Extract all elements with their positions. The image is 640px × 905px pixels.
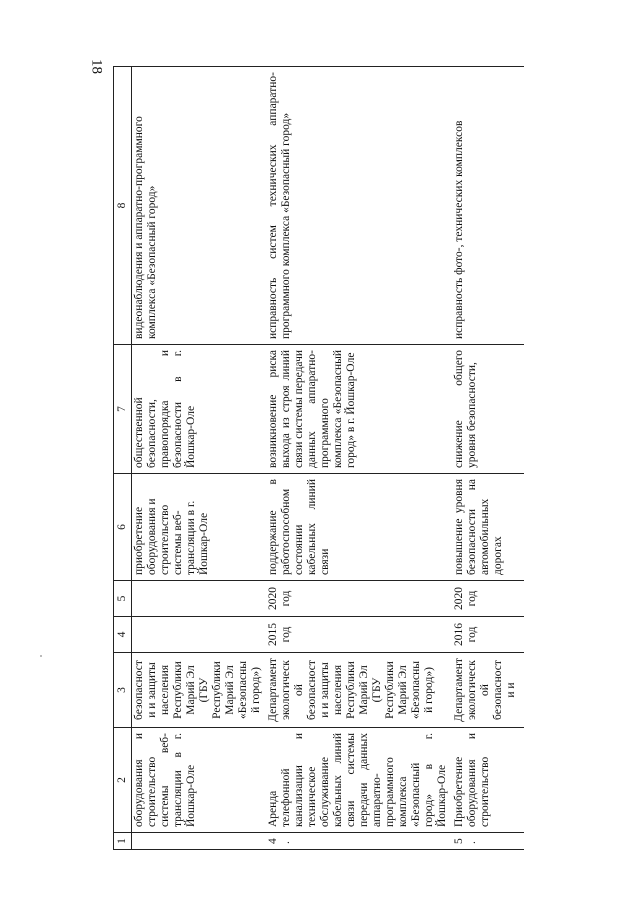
page-number: 18 [88,59,105,74]
column-header: 2 [114,728,132,833]
column-header: 6 [114,474,132,581]
end-year: 2020 год [452,581,524,617]
consequences: возникновение риска выхода из строя линий связи системы передачи данных аппаратно-программного комплекса «Безопасный город» в г. Йошкар-Оле [266,345,452,474]
column-header: 1 [114,833,132,850]
expected-result: поддержание в работоспособном состоянии кабельных линий связи [266,474,452,581]
measure-name: Приобретение оборудования и строительство [452,728,524,833]
executor: Департамент экологической безопасности и [452,653,524,728]
column-header: 4 [114,617,132,653]
start-year: 2015 год [266,617,452,653]
indicator-link: исправность фото-, технических комплексов [452,67,524,345]
measure-name: Аренда телефонной канализации и техническое обслуживание кабельных линий связи системы передачи данных аппаратно-программного комплекса «Безопасный город» в г. Йошкар-Оле [266,728,452,833]
row-number: 5. [452,833,524,850]
consequences: снижение общего уровня безопасности, [452,345,524,474]
end-year: 2020 год [266,581,452,617]
start-year: 2016 год [452,617,524,653]
measures-table [113,66,524,850]
scan-speck [40,655,42,657]
column-header: 7 [114,345,132,474]
column-header: 8 [114,67,132,345]
expected-result: приобретение оборудования и строительство системы веб-трансляции в г. Йошкар-Оле [132,474,267,581]
indicator-link: видеонаблюдения и аппаратно-программного комплекса «Безопасный город» [132,67,267,345]
consequences: общественной безопасности, правопорядка и безопасности в г. Йошкар-Оле [132,345,267,474]
header-row [114,67,132,850]
row-number: 4. [266,833,452,850]
column-header: 3 [114,653,132,728]
table-row [452,67,524,850]
indicator-link: исправность систем технических аппаратно-программного комплекса «Безопасный город» [266,67,452,345]
executor: безопасности и защиты населения Республики Марий Эл (ГБУ Республики Марий Эл «Безопасный город») [132,653,267,728]
expected-result: повышение уровня безопасности на автомобильных дорогах [452,474,524,581]
executor: Департамент экологической безопасности и защиты населения Республики Марий Эл (ГБУ Республики Марий Эл «Безопасный город») [266,653,452,728]
table-row [266,67,452,850]
rotated-table-wrapper [113,67,554,850]
start-year [132,617,267,653]
column-header: 5 [114,581,132,617]
measure-name: оборудования и строительство системы веб-трансляции в г. Йошкар-Оле [132,728,267,833]
end-year [132,581,267,617]
table-row [132,67,267,850]
row-number [132,833,267,850]
